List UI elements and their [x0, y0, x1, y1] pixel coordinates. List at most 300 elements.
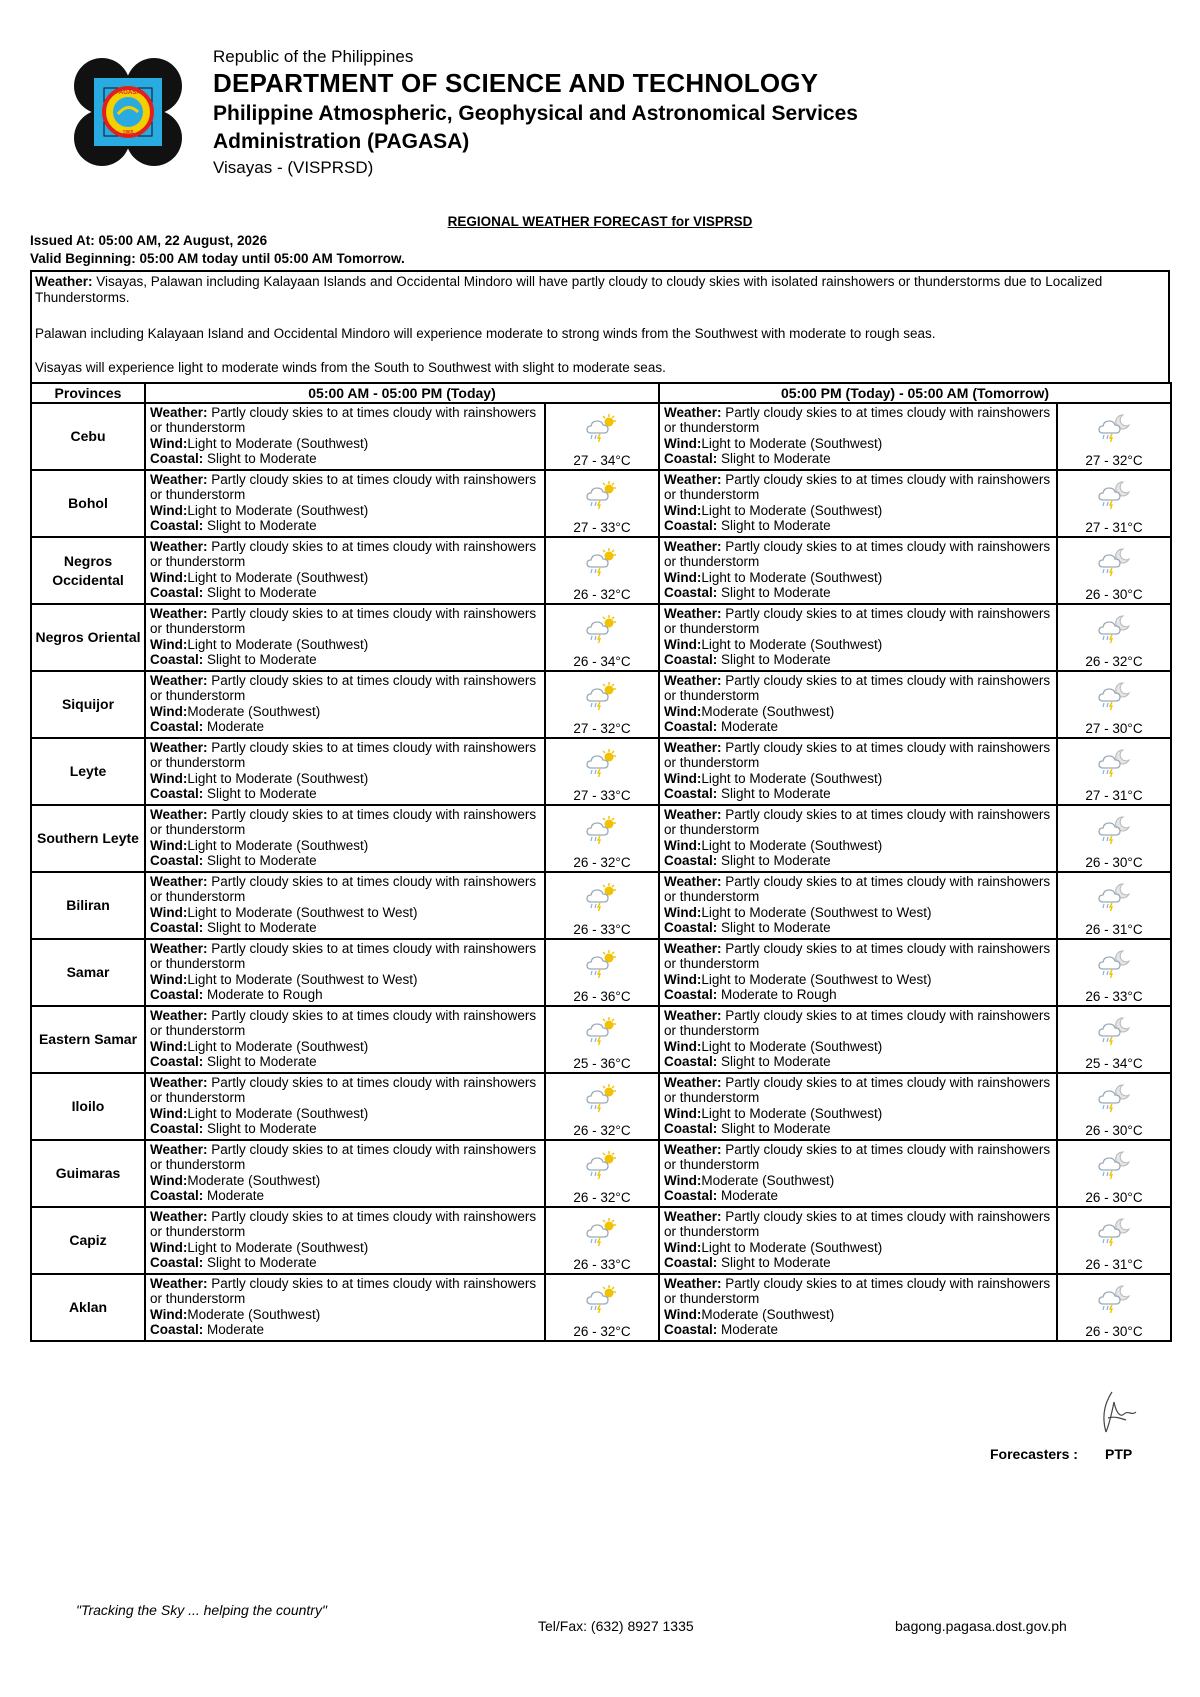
temperature-range: 25 - 34°C — [1085, 1056, 1143, 1071]
province-name: Southern Leyte — [31, 805, 145, 872]
forecast-night-description — [659, 805, 1057, 872]
label-coastal: Coastal: — [664, 450, 718, 466]
wind-text: Light to Moderate (Southwest) — [701, 770, 883, 786]
forecast-night-icon-cell — [1057, 939, 1171, 1006]
forecast-day-description — [145, 805, 545, 872]
forecast-day-icon-cell — [545, 604, 659, 671]
label-coastal: Coastal: — [150, 450, 204, 466]
label-wind: Wind: — [150, 636, 188, 652]
label-wind: Wind: — [150, 770, 188, 786]
label-coastal: Coastal: — [150, 1321, 204, 1337]
label-wind: Wind: — [664, 837, 702, 853]
coastal-text: Moderate — [203, 1321, 265, 1337]
label-weather: Weather: — [150, 874, 208, 889]
footer-website[interactable]: bagong.pagasa.dost.gov.ph — [895, 1618, 1067, 1634]
label-wind: Wind: — [150, 1306, 188, 1322]
table-row — [31, 1140, 1171, 1207]
forecast-day-description — [145, 1207, 545, 1274]
coastal-text: Slight to Moderate — [203, 450, 317, 466]
coastal-text: Slight to Moderate — [717, 785, 831, 801]
coastal-text: Slight to Moderate — [203, 651, 317, 667]
temperature-range: 26 - 33°C — [1085, 989, 1143, 1004]
wind-text: Moderate (Southwest) — [701, 1306, 835, 1322]
label-weather: Weather: — [150, 405, 208, 420]
label-coastal: Coastal: — [150, 919, 204, 935]
forecast-night-icon-cell — [1057, 671, 1171, 738]
table-row — [31, 805, 1171, 872]
weather-text: Partly cloudy skies to at times cloudy with rainshowers or thunderstorm — [664, 1276, 1051, 1307]
svg-text:PAGASA: PAGASA — [115, 90, 141, 96]
temperature-range: 26 - 30°C — [1085, 855, 1143, 870]
label-coastal: Coastal: — [150, 986, 204, 1002]
label-wind: Wind: — [664, 1105, 702, 1121]
table-row — [31, 403, 1171, 470]
wind-text: Light to Moderate (Southwest) — [701, 837, 883, 853]
label-coastal: Coastal: — [664, 651, 718, 667]
forecast-night-description — [659, 537, 1057, 604]
wind-text: Light to Moderate (Southwest) — [701, 636, 883, 652]
forecast-night-icon-cell — [1057, 403, 1171, 470]
label-coastal: Coastal: — [664, 986, 718, 1002]
province-name: Samar — [31, 939, 145, 1006]
forecast-night-description — [659, 738, 1057, 805]
weather-text: Partly cloudy skies to at times cloudy with rainshowers or thunderstorm — [664, 1075, 1051, 1106]
forecast-day-description — [145, 671, 545, 738]
temperature-range: 26 - 32°C — [573, 855, 631, 870]
label-coastal: Coastal: — [150, 1053, 204, 1069]
label-coastal: Coastal: — [150, 651, 204, 667]
forecast-day-description — [145, 537, 545, 604]
temperature-range: 27 - 32°C — [573, 721, 631, 736]
wind-text: Moderate (Southwest) — [187, 1306, 321, 1322]
wind-text: Light to Moderate (Southwest) — [701, 1105, 883, 1121]
label-weather: Weather: — [664, 740, 722, 755]
weather-text: Partly cloudy skies to at times cloudy with rainshowers or thunderstorm — [150, 740, 537, 771]
wind-text: Light to Moderate (Southwest to West) — [187, 971, 418, 987]
table-row — [31, 1207, 1171, 1274]
forecast-night-icon-cell — [1057, 1006, 1171, 1073]
coastal-text: Slight to Moderate — [717, 651, 831, 667]
weather-text: Partly cloudy skies to at times cloudy with rainshowers or thunderstorm — [664, 1008, 1051, 1039]
coastal-text: Slight to Moderate — [203, 919, 317, 935]
temperature-range: 27 - 33°C — [573, 520, 631, 535]
coastal-text: Moderate — [717, 1187, 779, 1203]
coastal-text: Slight to Moderate — [203, 1053, 317, 1069]
temperature-range: 27 - 30°C — [1085, 721, 1143, 736]
label-weather: Weather: — [150, 1075, 208, 1090]
coastal-text: Slight to Moderate — [717, 584, 831, 600]
forecast-night-icon-cell — [1057, 872, 1171, 939]
forecast-day-description — [145, 939, 545, 1006]
temperature-range: 26 - 30°C — [1085, 587, 1143, 602]
coastal-text: Moderate to Rough — [203, 986, 323, 1002]
header-republic: Republic of the Philippines — [213, 47, 414, 66]
label-weather: Weather: — [150, 807, 208, 822]
wind-text: Moderate (Southwest) — [701, 703, 835, 719]
label-wind: Wind: — [664, 1172, 702, 1188]
wind-text: Light to Moderate (Southwest) — [701, 435, 883, 451]
table-row — [31, 872, 1171, 939]
summary-weather-text: Visayas, Palawan including Kalayaan Islands and Occidental Mindoro will have partly cloudy to cloudy skies with isolated rainshowers or thunderstorms due to Localized Thunderstorms. — [35, 274, 1103, 305]
label-wind: Wind: — [664, 904, 702, 920]
temperature-range: 26 - 32°C — [1085, 654, 1143, 669]
wind-text: Light to Moderate (Southwest) — [187, 435, 369, 451]
forecast-night-description — [659, 872, 1057, 939]
valid-beginning: Valid Beginning: 05:00 AM today until 05:00 AM Tomorrow. — [30, 251, 405, 266]
label-weather: Weather: — [664, 606, 722, 621]
coastal-text: Moderate — [717, 718, 779, 734]
temperature-range: 27 - 31°C — [1085, 520, 1143, 535]
label-weather: Weather: — [150, 941, 208, 956]
summary-visayas: Visayas will experience light to moderate winds from the South to Southwest with slight to moderate seas. — [35, 360, 666, 375]
coastal-text: Slight to Moderate — [717, 1053, 831, 1069]
label-weather: Weather: — [150, 1276, 208, 1291]
forecast-day-description — [145, 1274, 545, 1341]
forecast-day-description — [145, 470, 545, 537]
label-weather: Weather: — [150, 539, 208, 554]
label-wind: Wind: — [150, 569, 188, 585]
wind-text: Light to Moderate (Southwest) — [187, 837, 369, 853]
wind-text: Light to Moderate (Southwest) — [187, 1038, 369, 1054]
coastal-text: Moderate — [203, 718, 265, 734]
label-coastal: Coastal: — [664, 1053, 718, 1069]
label-wind: Wind: — [664, 435, 702, 451]
forecast-night-icon-cell — [1057, 738, 1171, 805]
forecast-night-description — [659, 1140, 1057, 1207]
label-coastal: Coastal: — [664, 1254, 718, 1270]
wind-text: Light to Moderate (Southwest) — [187, 1105, 369, 1121]
forecast-day-description — [145, 872, 545, 939]
header-division: Visayas - (VISPRSD) — [213, 158, 374, 177]
wind-text: Light to Moderate (Southwest) — [187, 636, 369, 652]
summary-palawan: Palawan including Kalayaan Island and Occidental Mindoro will experience moderate to strong winds from the Southwest with moderate to rough seas. — [35, 326, 936, 341]
table-row — [31, 671, 1171, 738]
province-name: Eastern Samar — [31, 1006, 145, 1073]
label-coastal: Coastal: — [664, 584, 718, 600]
weather-text: Partly cloudy skies to at times cloudy with rainshowers or thunderstorm — [664, 606, 1051, 637]
label-weather: Weather: — [664, 405, 722, 420]
col-provinces: Provinces — [31, 383, 145, 403]
wind-text: Moderate (Southwest) — [701, 1172, 835, 1188]
forecast-day-icon-cell — [545, 537, 659, 604]
label-coastal: Coastal: — [150, 1254, 204, 1270]
label-weather: Weather: — [664, 807, 722, 822]
forecast-night-description — [659, 1073, 1057, 1140]
wind-text: Light to Moderate (Southwest) — [701, 502, 883, 518]
label-weather: Weather: — [664, 673, 722, 688]
province-name: Capiz — [31, 1207, 145, 1274]
province-name: Leyte — [31, 738, 145, 805]
label-wind: Wind: — [150, 837, 188, 853]
weather-text: Partly cloudy skies to at times cloudy with rainshowers or thunderstorm — [150, 1142, 537, 1173]
province-name: Negros Oriental — [31, 604, 145, 671]
forecaster-signature — [1094, 1388, 1138, 1440]
label-wind: Wind: — [664, 636, 702, 652]
col-today: 05:00 AM - 05:00 PM (Today) — [145, 383, 659, 403]
forecast-day-description — [145, 1073, 545, 1140]
label-weather: Weather: — [664, 1075, 722, 1090]
forecast-day-description — [145, 1006, 545, 1073]
label-coastal: Coastal: — [150, 584, 204, 600]
forecast-night-description — [659, 604, 1057, 671]
coastal-text: Slight to Moderate — [717, 852, 831, 868]
label-weather: Weather: — [150, 606, 208, 621]
table-header-row — [31, 383, 1171, 403]
temperature-range: 25 - 36°C — [573, 1056, 631, 1071]
temperature-range: 27 - 32°C — [1085, 453, 1143, 468]
temperature-range: 26 - 32°C — [573, 587, 631, 602]
forecast-night-description — [659, 1006, 1057, 1073]
temperature-range: 26 - 30°C — [1085, 1190, 1143, 1205]
forecasters-label: Forecasters : — [990, 1446, 1078, 1462]
province-name: Bohol — [31, 470, 145, 537]
label-coastal: Coastal: — [150, 718, 204, 734]
coastal-text: Slight to Moderate — [203, 1254, 317, 1270]
temperature-range: 27 - 34°C — [573, 453, 631, 468]
weather-text: Partly cloudy skies to at times cloudy with rainshowers or thunderstorm — [664, 807, 1051, 838]
label-wind: Wind: — [664, 1306, 702, 1322]
wind-text: Moderate (Southwest) — [187, 1172, 321, 1188]
table-row — [31, 1274, 1171, 1341]
label-weather: Weather: — [664, 941, 722, 956]
forecast-night-description — [659, 939, 1057, 1006]
forecast-night-icon-cell — [1057, 604, 1171, 671]
forecast-day-description — [145, 403, 545, 470]
weather-text: Partly cloudy skies to at times cloudy with rainshowers or thunderstorm — [150, 1075, 537, 1106]
label-weather: Weather: — [150, 1209, 208, 1224]
weather-text: Partly cloudy skies to at times cloudy with rainshowers or thunderstorm — [150, 539, 537, 570]
forecast-day-icon-cell — [545, 939, 659, 1006]
label-weather: Weather: — [664, 472, 722, 487]
summary-label: Weather: — [35, 274, 93, 289]
label-coastal: Coastal: — [664, 1187, 718, 1203]
footer-tagline: "Tracking the Sky ... helping the country" — [76, 1602, 327, 1618]
weather-text: Partly cloudy skies to at times cloudy with rainshowers or thunderstorm — [150, 941, 537, 972]
label-coastal: Coastal: — [150, 785, 204, 801]
forecast-day-icon-cell — [545, 805, 659, 872]
col-tonight: 05:00 PM (Today) - 05:00 AM (Tomorrow) — [659, 383, 1171, 403]
weather-text: Partly cloudy skies to at times cloudy with rainshowers or thunderstorm — [664, 673, 1051, 704]
wind-text: Light to Moderate (Southwest) — [701, 1239, 883, 1255]
forecast-day-icon-cell — [545, 1073, 659, 1140]
coastal-text: Slight to Moderate — [717, 1120, 831, 1136]
label-weather: Weather: — [664, 1209, 722, 1224]
label-coastal: Coastal: — [664, 1120, 718, 1136]
coastal-text: Slight to Moderate — [717, 450, 831, 466]
footer-telfax: Tel/Fax: (632) 8927 1335 — [538, 1618, 694, 1634]
label-weather: Weather: — [150, 1008, 208, 1023]
forecast-day-icon-cell — [545, 1140, 659, 1207]
province-name: Iloilo — [31, 1073, 145, 1140]
weather-text: Partly cloudy skies to at times cloudy with rainshowers or thunderstorm — [664, 539, 1051, 570]
coastal-text: Slight to Moderate — [203, 785, 317, 801]
province-name: Biliran — [31, 872, 145, 939]
temperature-range: 26 - 32°C — [573, 1190, 631, 1205]
temperature-range: 26 - 31°C — [1085, 922, 1143, 937]
wind-text: Light to Moderate (Southwest) — [187, 1239, 369, 1255]
label-weather: Weather: — [664, 539, 722, 554]
label-wind: Wind: — [664, 569, 702, 585]
temperature-range: 27 - 31°C — [1085, 788, 1143, 803]
weather-text: Partly cloudy skies to at times cloudy with rainshowers or thunderstorm — [150, 1276, 537, 1307]
forecast-night-description — [659, 671, 1057, 738]
weather-text: Partly cloudy skies to at times cloudy with rainshowers or thunderstorm — [150, 606, 537, 637]
forecast-night-description — [659, 403, 1057, 470]
label-coastal: Coastal: — [150, 517, 204, 533]
label-wind: Wind: — [150, 904, 188, 920]
label-weather: Weather: — [150, 673, 208, 688]
weather-text: Partly cloudy skies to at times cloudy with rainshowers or thunderstorm — [664, 1142, 1051, 1173]
issued-at: Issued At: 05:00 AM, 22 August, 2026 — [30, 233, 268, 248]
coastal-text: Slight to Moderate — [717, 517, 831, 533]
coastal-text: Slight to Moderate — [203, 517, 317, 533]
province-name: Cebu — [31, 403, 145, 470]
label-coastal: Coastal: — [664, 852, 718, 868]
temperature-range: 26 - 36°C — [573, 989, 631, 1004]
label-weather: Weather: — [664, 1142, 722, 1157]
wind-text: Light to Moderate (Southwest) — [187, 502, 369, 518]
coastal-text: Moderate — [717, 1321, 779, 1337]
label-weather: Weather: — [664, 1276, 722, 1291]
label-weather: Weather: — [150, 740, 208, 755]
label-wind: Wind: — [150, 971, 188, 987]
label-coastal: Coastal: — [664, 718, 718, 734]
wind-text: Light to Moderate (Southwest) — [187, 569, 369, 585]
weather-text: Partly cloudy skies to at times cloudy with rainshowers or thunderstorm — [150, 405, 537, 436]
weather-text: Partly cloudy skies to at times cloudy with rainshowers or thunderstorm — [664, 405, 1051, 436]
forecast-night-description — [659, 1207, 1057, 1274]
label-coastal: Coastal: — [150, 1120, 204, 1136]
summary-weather — [35, 274, 1165, 306]
weather-text: Partly cloudy skies to at times cloudy with rainshowers or thunderstorm — [664, 472, 1051, 503]
table-row — [31, 1006, 1171, 1073]
label-coastal: Coastal: — [150, 1187, 204, 1203]
weather-text: Partly cloudy skies to at times cloudy with rainshowers or thunderstorm — [664, 740, 1051, 771]
label-weather: Weather: — [664, 1008, 722, 1023]
label-wind: Wind: — [664, 502, 702, 518]
coastal-text: Slight to Moderate — [203, 852, 317, 868]
coastal-text: Slight to Moderate — [203, 584, 317, 600]
wind-text: Light to Moderate (Southwest to West) — [701, 971, 932, 987]
forecast-night-icon-cell — [1057, 537, 1171, 604]
label-wind: Wind: — [664, 1038, 702, 1054]
forecast-day-description — [145, 604, 545, 671]
forecast-day-icon-cell — [545, 1274, 659, 1341]
header-agency-line2: Administration (PAGASA) — [213, 130, 470, 153]
province-name: Aklan — [31, 1274, 145, 1341]
forecast-day-icon-cell — [545, 872, 659, 939]
weather-text: Partly cloudy skies to at times cloudy with rainshowers or thunderstorm — [664, 1209, 1051, 1240]
coastal-text: Moderate to Rough — [717, 986, 837, 1002]
temperature-range: 27 - 33°C — [573, 788, 631, 803]
label-wind: Wind: — [664, 770, 702, 786]
label-weather: Weather: — [150, 1142, 208, 1157]
table-row — [31, 939, 1171, 1006]
province-name: Negros Occidental — [31, 537, 145, 604]
page-title: REGIONAL WEATHER FORECAST for VISPRSD — [447, 214, 753, 229]
forecast-night-icon-cell — [1057, 1274, 1171, 1341]
forecaster-name: PTP — [1105, 1446, 1133, 1462]
table-row — [31, 1073, 1171, 1140]
temperature-range: 26 - 32°C — [573, 1123, 631, 1138]
table-row — [31, 470, 1171, 537]
label-coastal: Coastal: — [150, 852, 204, 868]
weather-text: Partly cloudy skies to at times cloudy with rainshowers or thunderstorm — [150, 807, 537, 838]
forecast-day-description — [145, 738, 545, 805]
temperature-range: 26 - 31°C — [1085, 1257, 1143, 1272]
label-weather: Weather: — [150, 472, 208, 487]
forecast-night-icon-cell — [1057, 805, 1171, 872]
temperature-range: 26 - 32°C — [573, 1324, 631, 1339]
label-wind: Wind: — [150, 502, 188, 518]
table-row — [31, 738, 1171, 805]
wind-text: Light to Moderate (Southwest to West) — [701, 904, 932, 920]
label-wind: Wind: — [150, 1239, 188, 1255]
province-name: Guimaras — [31, 1140, 145, 1207]
table-row — [31, 604, 1171, 671]
forecast-day-icon-cell — [545, 470, 659, 537]
temperature-range: 26 - 30°C — [1085, 1324, 1143, 1339]
weather-text: Partly cloudy skies to at times cloudy with rainshowers or thunderstorm — [150, 472, 537, 503]
forecast-night-description — [659, 1274, 1057, 1341]
coastal-text: Slight to Moderate — [717, 1254, 831, 1270]
label-wind: Wind: — [150, 1038, 188, 1054]
label-wind: Wind: — [664, 971, 702, 987]
label-wind: Wind: — [150, 1172, 188, 1188]
label-wind: Wind: — [150, 1105, 188, 1121]
temperature-range: 26 - 33°C — [573, 1257, 631, 1272]
forecast-day-icon-cell — [545, 671, 659, 738]
forecast-night-description — [659, 470, 1057, 537]
weather-text: Partly cloudy skies to at times cloudy with rainshowers or thunderstorm — [150, 874, 537, 905]
header-department: DEPARTMENT OF SCIENCE AND TECHNOLOGY — [213, 68, 819, 98]
label-coastal: Coastal: — [664, 1321, 718, 1337]
temperature-range: 26 - 34°C — [573, 654, 631, 669]
weather-text: Partly cloudy skies to at times cloudy with rainshowers or thunderstorm — [150, 1008, 537, 1039]
forecast-night-icon-cell — [1057, 1140, 1171, 1207]
coastal-text: Slight to Moderate — [717, 919, 831, 935]
wind-text: Light to Moderate (Southwest) — [701, 1038, 883, 1054]
label-wind: Wind: — [664, 1239, 702, 1255]
coastal-text: Slight to Moderate — [203, 1120, 317, 1136]
weather-text: Partly cloudy skies to at times cloudy with rainshowers or thunderstorm — [664, 941, 1051, 972]
forecast-day-icon-cell — [545, 1207, 659, 1274]
label-coastal: Coastal: — [664, 919, 718, 935]
weather-text: Partly cloudy skies to at times cloudy with rainshowers or thunderstorm — [150, 1209, 537, 1240]
wind-text: Light to Moderate (Southwest) — [187, 770, 369, 786]
wind-text: Moderate (Southwest) — [187, 703, 321, 719]
coastal-text: Moderate — [203, 1187, 265, 1203]
svg-text:1865: 1865 — [122, 130, 134, 136]
forecast-night-icon-cell — [1057, 1073, 1171, 1140]
pagasa-logo — [74, 58, 182, 166]
province-name: Siquijor — [31, 671, 145, 738]
forecast-night-icon-cell — [1057, 470, 1171, 537]
weather-text: Partly cloudy skies to at times cloudy with rainshowers or thunderstorm — [664, 874, 1051, 905]
label-weather: Weather: — [664, 874, 722, 889]
forecast-day-icon-cell — [545, 403, 659, 470]
wind-text: Light to Moderate (Southwest) — [701, 569, 883, 585]
forecast-night-icon-cell — [1057, 1207, 1171, 1274]
forecast-day-description — [145, 1140, 545, 1207]
temperature-range: 26 - 33°C — [573, 922, 631, 937]
forecast-day-icon-cell — [545, 1006, 659, 1073]
weather-text: Partly cloudy skies to at times cloudy with rainshowers or thunderstorm — [150, 673, 537, 704]
label-wind: Wind: — [664, 703, 702, 719]
label-wind: Wind: — [150, 703, 188, 719]
forecast-table — [30, 382, 1172, 1342]
label-coastal: Coastal: — [664, 785, 718, 801]
